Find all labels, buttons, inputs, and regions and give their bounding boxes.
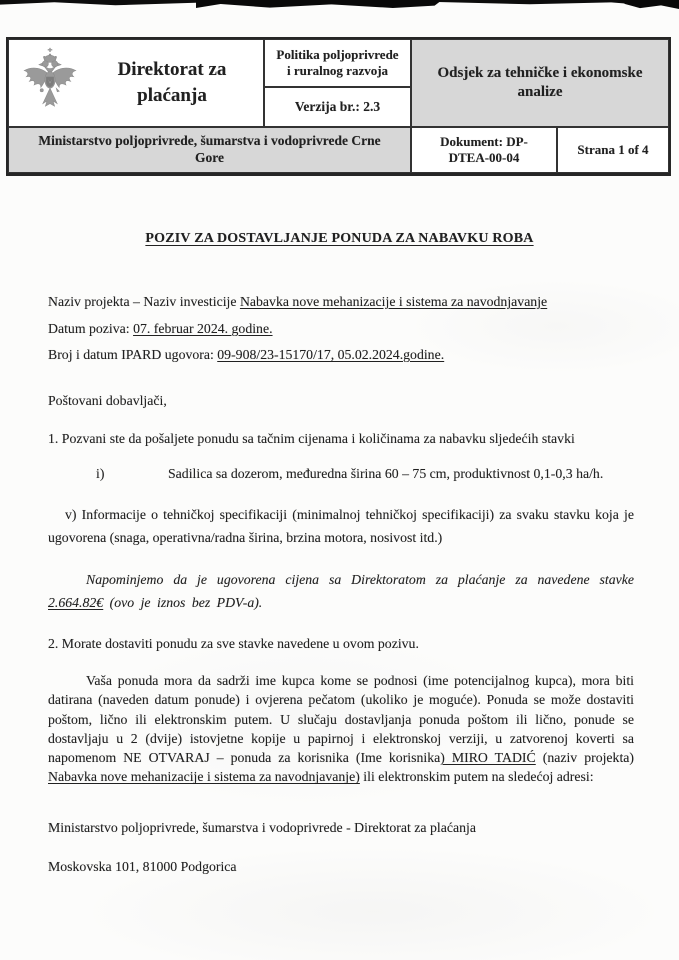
delivery-instructions-paragraph — [48, 671, 634, 787]
note-text: Napominjemo da je ugovorena cijena sa Direktoratom za plaćanje za navedene stavke — [86, 572, 634, 587]
ministry-cell: Ministarstvo poljoprivrede, šumarstva i vodoprivrede Crne Gore — [8, 127, 411, 173]
beneficiary-name: ) MIRO TADIĆ — [440, 750, 536, 766]
list-item-2: 2. Morate dostaviti ponudu za sve stavke navedene u ovom pozivu. — [48, 636, 419, 651]
org-title: Direktorat za plaćanja — [117, 59, 227, 106]
note-tail: (ovo je iznos bez PDV-a). — [103, 595, 263, 610]
date-value: 07. februar 2024. godine. — [133, 321, 273, 336]
delivery-text: Vaša ponuda mora da sadrži ime kupca kome se podnosi (ime potencijalnog kupca), mora biti datirana (naveden datum ponude) i ovjerena pečatom (ukoliko je moguće). Ponuda se može dostaviti poštom, lično ili elektronskim putem. U slučaju dostavljanja ponuda poštom ili lično, ponude se dostavljaju u 2 (dvije) istovjetne kopije u papirnoj i elektronskoj verziji, u zatvorenoj koverti sa napomenom NE OTVARAJ – ponuda za korisnika (Ime korisnika — [48, 673, 634, 766]
montenegro-coat-of-arms-icon — [19, 45, 81, 121]
scan-edge-blob — [196, 0, 442, 8]
contract-value: 09-908/23-15170/17, 05.02.2024.godine. — [217, 347, 445, 362]
spec-requirement-paragraph: v) Informacije o tehničkoj specifikaciji (minimalnoj tehničkoj specifikaciji) za svaku stavku koja je ugovorena (snaga, operativna/radna širina, brzina motora, nosivost itd.) — [48, 507, 634, 545]
delivery-text-2: (naziv projekta) — [535, 750, 635, 766]
project-name-inline: Nabavka nove mehanizacije i sistema za navodnjavanje) — [48, 769, 360, 785]
sub-item-i-text: Sadilica sa dozerom, međuredna širina 60 – 75 cm, produktivnost 0,1-0,3 ha/h. — [168, 466, 604, 481]
salutation: Poštovani dobavljači, — [48, 393, 167, 408]
contracted-price-value: 2.664.82€ — [48, 595, 104, 610]
document-title: POZIV ZA DOSTAVLJANJE PONUDA ZA NABAVKU ROBA — [145, 231, 534, 246]
page-number-cell: Strana 1 of 4 — [557, 127, 669, 173]
contract-number-line — [48, 347, 634, 363]
contracted-price-note — [48, 568, 634, 614]
org-cell — [8, 39, 264, 127]
version-cell: Verzija br.: 2.3 — [264, 87, 411, 127]
address-organization: Ministarstvo poljoprivrede, šumarstva i vodoprivrede - Direktorat za plaćanja — [48, 820, 476, 835]
sub-item-i-marker: i) — [96, 466, 105, 481]
project-value: Nabavka nove mehanizacije i sistema za navodnjavanje — [239, 294, 548, 309]
scan-edge-blob-right — [619, 0, 679, 9]
date-label: Datum poziva: — [48, 321, 134, 336]
list-item-1: 1. Pozvani ste da pošaljete ponudu sa tačnim cijenama i količinama za nabavku sljedećih stavki — [48, 431, 575, 446]
document-id-cell: Dokument: DP-DTEA-00-04 — [411, 127, 557, 173]
address-street: Moskovska 101, 81000 Podgorica — [48, 859, 237, 874]
department-cell: Odsjek za tehničke i ekonomske analize — [411, 39, 669, 127]
policy-cell: Politika poljoprivrede i ruralnog razvoja — [264, 39, 411, 87]
delivery-text-3: ili elektronskim putem na sledećoj adresi: — [359, 769, 594, 785]
project-name-line — [48, 294, 634, 310]
call-date-line — [48, 321, 634, 337]
contract-label: Broj i datum IPARD ugovora: — [48, 347, 218, 362]
header-table — [6, 37, 671, 176]
project-label: Naziv projekta – Naziv investicije — [48, 294, 240, 309]
